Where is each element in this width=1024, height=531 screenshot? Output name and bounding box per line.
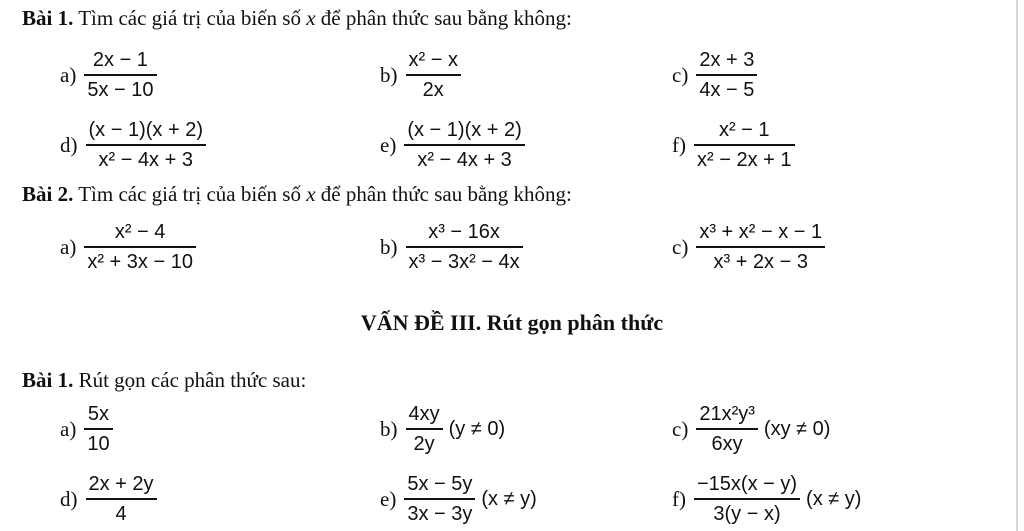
fraction <box>84 402 112 456</box>
numerator: x² − 4 <box>114 221 166 243</box>
fraction <box>696 220 825 274</box>
section-3-exercise-title: Bài 1. <box>22 368 74 392</box>
fraction <box>404 472 475 526</box>
section-3-exercise-heading <box>22 368 306 393</box>
fraction <box>696 48 757 102</box>
denominator: x² − 2x + 1 <box>697 149 792 171</box>
condition: (x ≠ y) <box>481 487 537 510</box>
exercise-1-prompt-post: để phân thức sau bằng không: <box>315 6 572 30</box>
fraction <box>86 472 157 526</box>
section-3-heading: VẤN ĐỀ III. Rút gọn phân thức <box>360 310 664 335</box>
ex2-item-a <box>60 220 196 274</box>
item-label: f) <box>672 486 686 511</box>
fraction <box>406 220 523 274</box>
s3-item-c <box>672 402 830 456</box>
denominator: x² − 4x + 3 <box>98 149 193 171</box>
numerator: x² − x <box>408 49 458 71</box>
fraction <box>84 48 156 102</box>
ex1-item-e <box>380 118 525 172</box>
s3-item-d <box>60 472 163 526</box>
denominator: 2x <box>422 79 444 101</box>
item-label: d) <box>60 132 78 157</box>
ex1-item-c <box>672 48 757 102</box>
exercise-1-variable: x <box>306 6 316 30</box>
fraction <box>694 472 800 526</box>
numerator: 4xy <box>408 403 440 425</box>
fraction <box>694 118 795 172</box>
s3-item-f <box>672 472 861 526</box>
numerator: 5x <box>87 403 110 425</box>
denominator: 3x − 3y <box>407 503 473 525</box>
numerator: 21x²y³ <box>699 403 755 425</box>
numerator: (x − 1)(x + 2) <box>407 119 522 141</box>
exercise-2-prompt-post: để phân thức sau bằng không: <box>315 182 572 206</box>
fraction <box>404 118 524 172</box>
denominator: x² − 4x + 3 <box>417 149 512 171</box>
denominator: 6xy <box>711 433 743 455</box>
denominator: 3(y − x) <box>713 503 781 525</box>
fraction <box>406 402 443 456</box>
item-label: e) <box>380 132 397 157</box>
exercise-1-prompt-pre: Tìm các giá trị của biến số <box>73 6 307 30</box>
condition: (y ≠ 0) <box>448 417 506 440</box>
ex1-item-f <box>672 118 795 172</box>
numerator: 5x − 5y <box>407 473 473 495</box>
s3-item-a <box>60 402 119 456</box>
exercise-2-variable: x <box>306 182 316 206</box>
exercise-2-title: Bài 2. <box>22 182 74 206</box>
item-label: a) <box>60 62 77 87</box>
numerator: −15x(x − y) <box>697 473 798 495</box>
exercise-2-heading <box>22 182 572 207</box>
exercise-1-title: Bài 1. <box>22 6 74 30</box>
numerator: (x − 1)(x + 2) <box>88 119 203 141</box>
s3-item-b <box>380 402 505 456</box>
denominator: 10 <box>87 433 110 455</box>
ex1-item-a <box>60 48 157 102</box>
fraction <box>406 48 461 102</box>
item-label: c) <box>672 416 689 441</box>
numerator: 2x − 1 <box>92 49 148 71</box>
section-3-exercise-prompt: Rút gọn các phân thức sau: <box>73 368 307 392</box>
item-label: b) <box>380 62 398 87</box>
condition: (xy ≠ 0) <box>763 417 831 440</box>
numerator: x² − 1 <box>718 119 770 141</box>
denominator: 4 <box>115 503 127 525</box>
denominator: x³ − 3x² − 4x <box>408 251 520 273</box>
ex2-item-c <box>672 220 825 274</box>
denominator: 4x − 5 <box>699 79 755 101</box>
item-label: d) <box>60 486 78 511</box>
numerator: 2x + 2y <box>88 473 154 495</box>
fraction <box>84 220 196 274</box>
fraction <box>86 118 206 172</box>
item-label: a) <box>60 416 77 441</box>
fraction <box>696 402 758 456</box>
ex1-item-b <box>380 48 461 102</box>
denominator: 5x − 10 <box>87 79 154 101</box>
item-label: f) <box>672 132 686 157</box>
numerator: 2x + 3 <box>699 49 755 71</box>
item-label: b) <box>380 234 398 259</box>
condition: (x ≠ y) <box>806 487 862 510</box>
ex2-item-b <box>380 220 523 274</box>
denominator: x³ + 2x − 3 <box>713 251 808 273</box>
exercise-1-heading <box>22 6 572 31</box>
item-label: a) <box>60 234 77 259</box>
item-label: c) <box>672 62 689 87</box>
numerator: x³ − 16x <box>428 221 500 243</box>
ex1-item-d <box>60 118 206 172</box>
item-label: c) <box>672 234 689 259</box>
denominator: 2y <box>413 433 435 455</box>
item-label: e) <box>380 486 397 511</box>
denominator: x² + 3x − 10 <box>87 251 193 273</box>
numerator: x³ + x² − x − 1 <box>699 221 823 243</box>
exercise-2-prompt-pre: Tìm các giá trị của biến số <box>73 182 307 206</box>
item-label: b) <box>380 416 398 441</box>
s3-item-e <box>380 472 537 526</box>
